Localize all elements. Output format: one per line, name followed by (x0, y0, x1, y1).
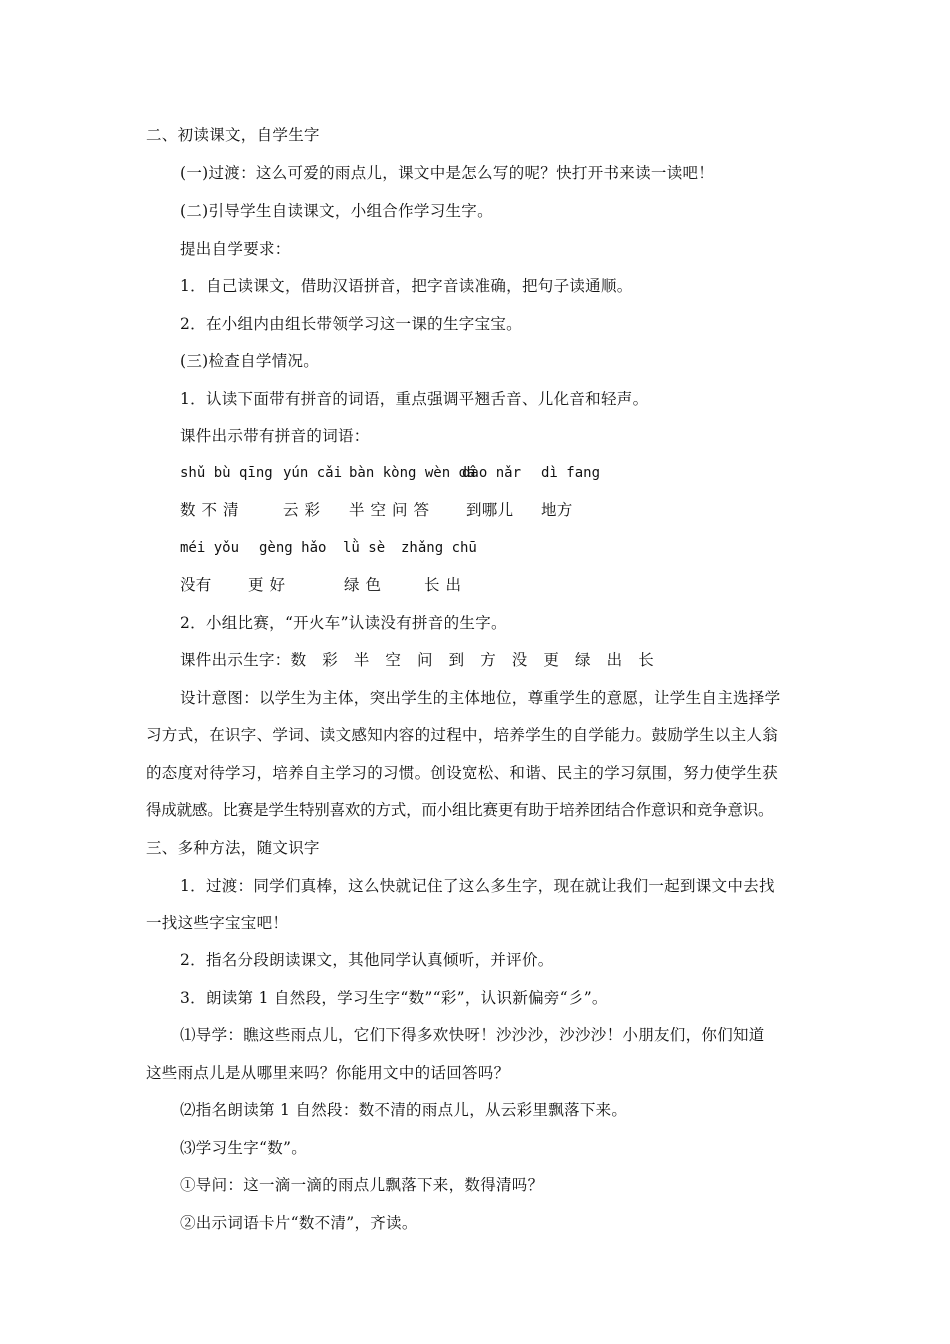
list-item: 2．小组比赛，“开火车”认读没有拼音的生字。 (180, 614, 507, 632)
pinyin-word: lǜ sè (343, 540, 386, 556)
section-heading-2: 二、初读课文，自学生字 (146, 126, 320, 144)
vocab-word: 没有 (180, 576, 212, 594)
list-item: ⑵指名朗读第 1 自然段：数不清的雨点儿，从云彩里飘落下来。 (180, 1101, 628, 1119)
list-item: 1．自己读课文，借助汉语拼音，把字音读准确，把句子读通顺。 (180, 277, 633, 295)
paragraph: 课件出示生字：数 彩 半 空 问 到 方 没 更 绿 出 长 (180, 651, 655, 669)
paragraph: 提出自学要求： (180, 240, 291, 258)
pinyin-word: yún cǎi (283, 465, 343, 481)
list-item: ⑴导学：瞧这些雨点儿，它们下得多欢快呀！沙沙沙，沙沙沙！小朋友们，你们知道 (180, 1026, 765, 1044)
paragraph: 一找这些字宝宝吧！ (146, 914, 289, 932)
paragraph: 得成就感。比赛是学生特别喜欢的方式，而小组比赛更有助于培养团结合作意识和竞争意识。 (146, 801, 774, 819)
list-item: ②出示词语卡片“数不清”，齐读。 (180, 1214, 418, 1232)
pinyin-word: dì fang (541, 465, 601, 481)
list-item: 1．认读下面带有拼音的词语，重点强调平翘舌音、儿化音和轻声。 (180, 390, 649, 408)
paragraph: (一)过渡：这么可爱的雨点儿，课文中是怎么写的呢？快打开书来读一读吧！ (180, 164, 715, 182)
paragraph: (二)引导学生自读课文，小组合作学习生字。 (180, 202, 493, 220)
list-item: 1．过渡：同学们真棒，这么快就记住了这么多生字，现在就让我们一起到课文中去找 (180, 877, 775, 895)
list-item: ①导问：这一滴一滴的雨点儿飘落下来，数得清吗？ (180, 1176, 544, 1194)
list-item: 2．在小组内由组长带领学习这一课的生字宝宝。 (180, 315, 522, 333)
vocab-word: 数不清 (180, 501, 245, 519)
paragraph: 习方式，在识字、学词、读文感知内容的过程中，培养学生的自学能力。鼓励学生以主人翁 (146, 726, 779, 744)
list-item: ⑶学习生字“数”。 (180, 1139, 308, 1157)
paragraph: (三)检查自学情况。 (180, 352, 320, 370)
vocab-word: 地方 (541, 501, 573, 519)
pinyin-word: shǔ bù qīng (180, 465, 273, 481)
vocab-word: 到哪儿 (466, 501, 514, 519)
paragraph: 这些雨点儿是从哪里来吗？你能用文中的话回答吗？ (146, 1064, 510, 1082)
vocab-word: 半空问答 (349, 501, 436, 519)
paragraph: 课件出示带有拼音的词语： (180, 427, 370, 445)
vocab-word: 绿色 (344, 576, 388, 594)
pinyin-word: bàn kòng wèn dá (349, 465, 476, 481)
pinyin-word: méi yǒu (180, 540, 240, 556)
vocab-word: 长出 (424, 576, 468, 594)
pinyin-word: gèng hǎo (259, 540, 327, 556)
pinyin-word: zhǎng chū (401, 540, 477, 556)
paragraph: 设计意图：以学生为主体，突出学生的主体地位，尊重学生的意愿，让学生自主选择学 (180, 689, 781, 707)
paragraph: 的态度对待学习，培养自主学习的习惯。创设宽松、和谐、民主的学习氛围，努力使学生获 (146, 764, 779, 782)
list-item: 3．朗读第 1 自然段，学习生字“数”“彩”，认识新偏旁“彡”。 (180, 989, 608, 1007)
vocab-word: 云彩 (283, 501, 327, 519)
pinyin-word: dào nǎr (462, 465, 522, 481)
list-item: 2．指名分段朗读课文，其他同学认真倾听，并评价。 (180, 951, 554, 969)
section-heading-3: 三、多种方法，随文识字 (146, 839, 320, 857)
vocab-word: 更好 (248, 576, 292, 594)
